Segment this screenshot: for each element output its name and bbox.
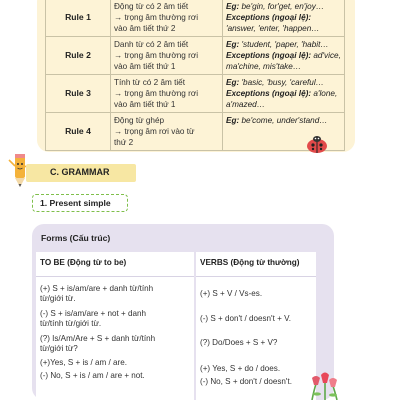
rule-description: Danh từ có 2 âm tiết → trọng âm thường rơi vào âm tiết thứ 1 — [111, 37, 223, 75]
divider — [36, 276, 194, 277]
form-line: (+) S + is/am/are + danh từ/tính từ/giới từ. — [40, 284, 154, 304]
tulip-flowers-icon — [306, 368, 344, 400]
form-line: (+)Yes, S + is / am / are. — [40, 358, 127, 367]
form-line: (-) S + don't / doesn't + V. — [200, 314, 291, 323]
form-line: (-) No, S + is / am / are + not. — [40, 371, 145, 380]
form-line: (+) S + V / Vs-es. — [200, 289, 263, 298]
ladybug-icon — [304, 134, 330, 154]
rule-description: Tính từ có 2 âm tiết → trọng âm thường rơi vào âm tiết thứ 1 — [111, 75, 223, 113]
form-line: (+) Yes, S + do / does. — [200, 364, 281, 373]
forms-title: Forms (Cấu trúc) — [41, 233, 111, 243]
rule-description: Động từ ghép → trọng âm rơi vào từ thứ 2 — [111, 113, 223, 151]
rule-examples: Eg: 'student, 'paper, 'habit… Exceptions (ngoại lệ): ad'vice, ma'chine, mis'take… — [223, 37, 345, 75]
rule-name: Rule 3 — [46, 75, 111, 113]
form-line: (-) No, S + don't / doesn't. — [200, 377, 292, 386]
section-title: C. GRAMMAR — [50, 167, 110, 177]
rule-description: Động từ có 2 âm tiết → trọng âm thường rơi vào âm tiết thứ 2 — [111, 0, 223, 37]
form-line: (?) Is/Am/Are + S + danh từ/tính từ/giới từ? — [40, 334, 156, 354]
rule-name: Rule 4 — [46, 113, 111, 151]
table-row — [46, 113, 345, 151]
column-header: VERBS (Động từ thường) — [200, 258, 300, 267]
form-line: (?) Do/Does + S + V? — [200, 338, 278, 347]
rule-name: Rule 2 — [46, 37, 111, 75]
topic-title: 1. Present simple — [40, 198, 111, 208]
form-line: (-) S + is/am/are + not + danh từ/tính từ/giới từ. — [40, 309, 146, 329]
rule-examples: Eg: 'basic, 'busy, 'careful… Exceptions (ngoại lệ): a'lone, a'mazed… — [223, 75, 345, 113]
stress-rules-table — [45, 0, 345, 151]
rule-examples: Eg: be'gin, for'get, en'joy… Exceptions (ngoại lệ): 'answer, 'enter, 'happen… — [223, 0, 345, 37]
rule-name: Rule 1 — [46, 0, 111, 37]
table-row — [46, 0, 345, 37]
divider — [196, 276, 316, 277]
table-row — [46, 75, 345, 113]
rule-examples: Eg: be'come, under'stand… — [223, 113, 345, 151]
table-row — [46, 37, 345, 75]
column-header: TO BE (Động từ to be) — [40, 258, 127, 267]
